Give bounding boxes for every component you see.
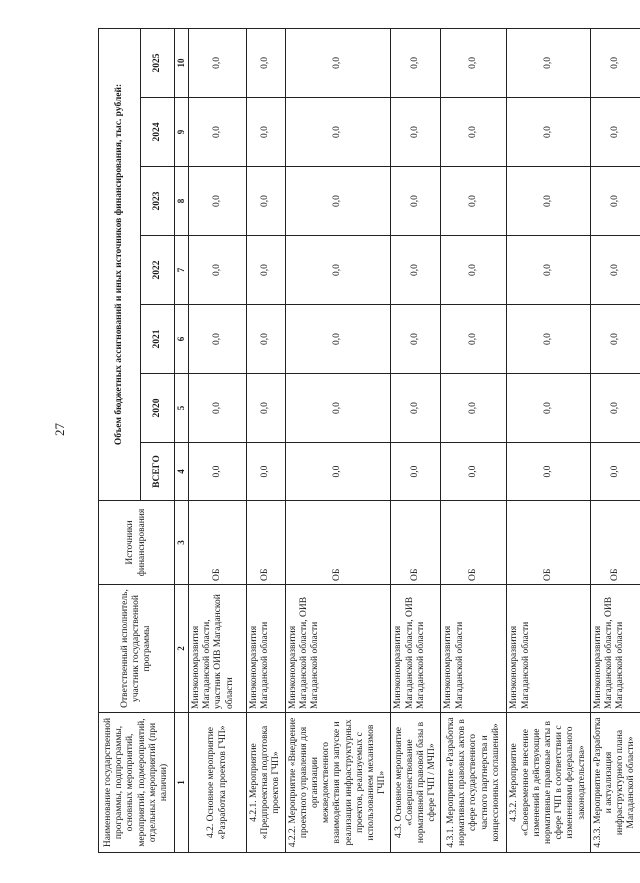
table-row [590, 28, 640, 852]
financing-table [98, 28, 640, 853]
row-year-value: 0,0 [590, 374, 640, 443]
column-number: 3 [175, 501, 189, 585]
row-source: ОБ [247, 501, 286, 585]
row-total-value: 0,0 [441, 443, 507, 501]
column-number: 5 [175, 374, 189, 443]
row-year-value: 0,0 [189, 98, 247, 167]
table-row [441, 28, 507, 852]
header-name: Наименование государственной программы, подпрограммы, основных мероприятий, мероприятий, подмероприятий, отдельных мероприятий (при наличии) [99, 713, 175, 853]
row-total-value: 0,0 [247, 443, 286, 501]
column-number: 2 [175, 585, 189, 713]
row-year-value: 0,0 [590, 236, 640, 305]
row-year-value: 0,0 [285, 305, 391, 374]
table-header [99, 28, 189, 852]
row-year-value: 0,0 [391, 236, 441, 305]
row-total-value: 0,0 [507, 443, 590, 501]
rotated-table-container [98, 29, 637, 853]
row-year-value: 0,0 [507, 374, 590, 443]
row-year-value: 0,0 [189, 374, 247, 443]
page-number: 27 [52, 423, 67, 436]
row-year-value: 0,0 [590, 167, 640, 236]
header-year: 2022 [141, 236, 175, 305]
column-number: 8 [175, 167, 189, 236]
row-year-value: 0,0 [189, 305, 247, 374]
row-source: ОБ [391, 501, 441, 585]
header-volume: Объем бюджетных ассигнований и иных источников финансирования, тыс. рублей: [99, 28, 141, 500]
row-year-value: 0,0 [441, 167, 507, 236]
column-number: 1 [175, 713, 189, 853]
row-name: 4.2.2. Мероприятие «Внедрение проектного управления для организации межведомственного взаимодействия при запуске и реализации инфраструктурных проектов, реализуемых с использованием механизмов ГЧП» [285, 713, 391, 853]
row-name: 4.3.3. Мероприятие «Разработка и актуализация инфраструктурного плана Магаданской области» [590, 713, 640, 853]
row-year-value: 0,0 [285, 28, 391, 97]
column-number: 6 [175, 305, 189, 374]
row-year-value: 0,0 [590, 98, 640, 167]
header-total: ВСЕГО [141, 443, 175, 501]
row-year-value: 0,0 [285, 236, 391, 305]
row-name: 4.3.2. Мероприятие «Своевременное внесение изменений в действующие нормативные правовые акты в сфере ГЧП в соответствии с изменениями федерального законодательства» [507, 713, 590, 853]
table-row [507, 28, 590, 852]
row-year-value: 0,0 [441, 236, 507, 305]
row-source: ОБ [590, 501, 640, 585]
column-number: 7 [175, 236, 189, 305]
row-responsible: Минэкономразвития Магаданской области, ОИВ Магаданской области [391, 585, 441, 713]
row-name: 4.2.1. Мероприятие «Предпроектная подготовка проектов ГЧП» [247, 713, 286, 853]
row-year-value: 0,0 [285, 167, 391, 236]
header-responsible: Ответственный исполнитель, участник государственной программы [99, 585, 175, 713]
row-total-value: 0,0 [590, 443, 640, 501]
row-year-value: 0,0 [391, 98, 441, 167]
row-year-value: 0,0 [441, 28, 507, 97]
row-responsible: Минэкономразвития Магаданской области, участник ОИВ Магаданской области [189, 585, 247, 713]
row-year-value: 0,0 [590, 28, 640, 97]
header-year: 2021 [141, 305, 175, 374]
row-year-value: 0,0 [189, 236, 247, 305]
row-total-value: 0,0 [189, 443, 247, 501]
row-source: ОБ [441, 501, 507, 585]
row-year-value: 0,0 [247, 305, 286, 374]
row-year-value: 0,0 [441, 374, 507, 443]
row-year-value: 0,0 [441, 305, 507, 374]
row-responsible: Минэкономразвития Магаданской области [247, 585, 286, 713]
row-total-value: 0,0 [391, 443, 441, 501]
header-year: 2020 [141, 374, 175, 443]
row-year-value: 0,0 [391, 28, 441, 97]
row-year-value: 0,0 [285, 374, 391, 443]
column-numbers-row [175, 28, 189, 852]
row-source: ОБ [189, 501, 247, 585]
row-year-value: 0,0 [285, 98, 391, 167]
header-year: 2025 [141, 28, 175, 97]
table-row [391, 28, 441, 852]
row-year-value: 0,0 [189, 28, 247, 97]
row-responsible: Минэкономразвития Магаданской области, ОИВ Магаданской области [285, 585, 391, 713]
row-year-value: 0,0 [391, 167, 441, 236]
row-total-value: 0,0 [285, 443, 391, 501]
row-name: 4.3.1. Мероприятие «Разработка нормативных правовых актов в сфере государственного частного партнерства и концессионных соглашений» [441, 713, 507, 853]
row-source: ОБ [507, 501, 590, 585]
table-row [189, 28, 247, 852]
row-responsible: Минэкономразвития Магаданской области, ОИВ Магаданской области [590, 585, 640, 713]
table-row [285, 28, 391, 852]
row-source: ОБ [285, 501, 391, 585]
row-year-value: 0,0 [507, 236, 590, 305]
row-year-value: 0,0 [441, 98, 507, 167]
table-body [189, 28, 640, 852]
table-row [247, 28, 286, 852]
row-year-value: 0,0 [590, 305, 640, 374]
row-year-value: 0,0 [247, 98, 286, 167]
row-name: 4.3. Основное мероприятие «Совершенствование нормативной правовой базы в сфере ГЧП / МЧП» [391, 713, 441, 853]
row-year-value: 0,0 [507, 167, 590, 236]
column-number: 4 [175, 443, 189, 501]
row-name: 4.2. Основное мероприятие «Разработка проектов ГЧП» [189, 713, 247, 853]
row-responsible: Минэкономразвития Магаданской области [507, 585, 590, 713]
row-year-value: 0,0 [507, 98, 590, 167]
header-year: 2023 [141, 167, 175, 236]
row-year-value: 0,0 [247, 28, 286, 97]
row-year-value: 0,0 [507, 305, 590, 374]
row-year-value: 0,0 [247, 374, 286, 443]
row-year-value: 0,0 [391, 305, 441, 374]
column-number: 9 [175, 98, 189, 167]
row-year-value: 0,0 [247, 167, 286, 236]
row-responsible: Минэкономразвития Магаданской области [441, 585, 507, 713]
row-year-value: 0,0 [507, 28, 590, 97]
row-year-value: 0,0 [391, 374, 441, 443]
header-source: Источники финансирования [99, 501, 175, 585]
column-number: 10 [175, 28, 189, 97]
header-year: 2024 [141, 98, 175, 167]
row-year-value: 0,0 [247, 236, 286, 305]
row-year-value: 0,0 [189, 167, 247, 236]
